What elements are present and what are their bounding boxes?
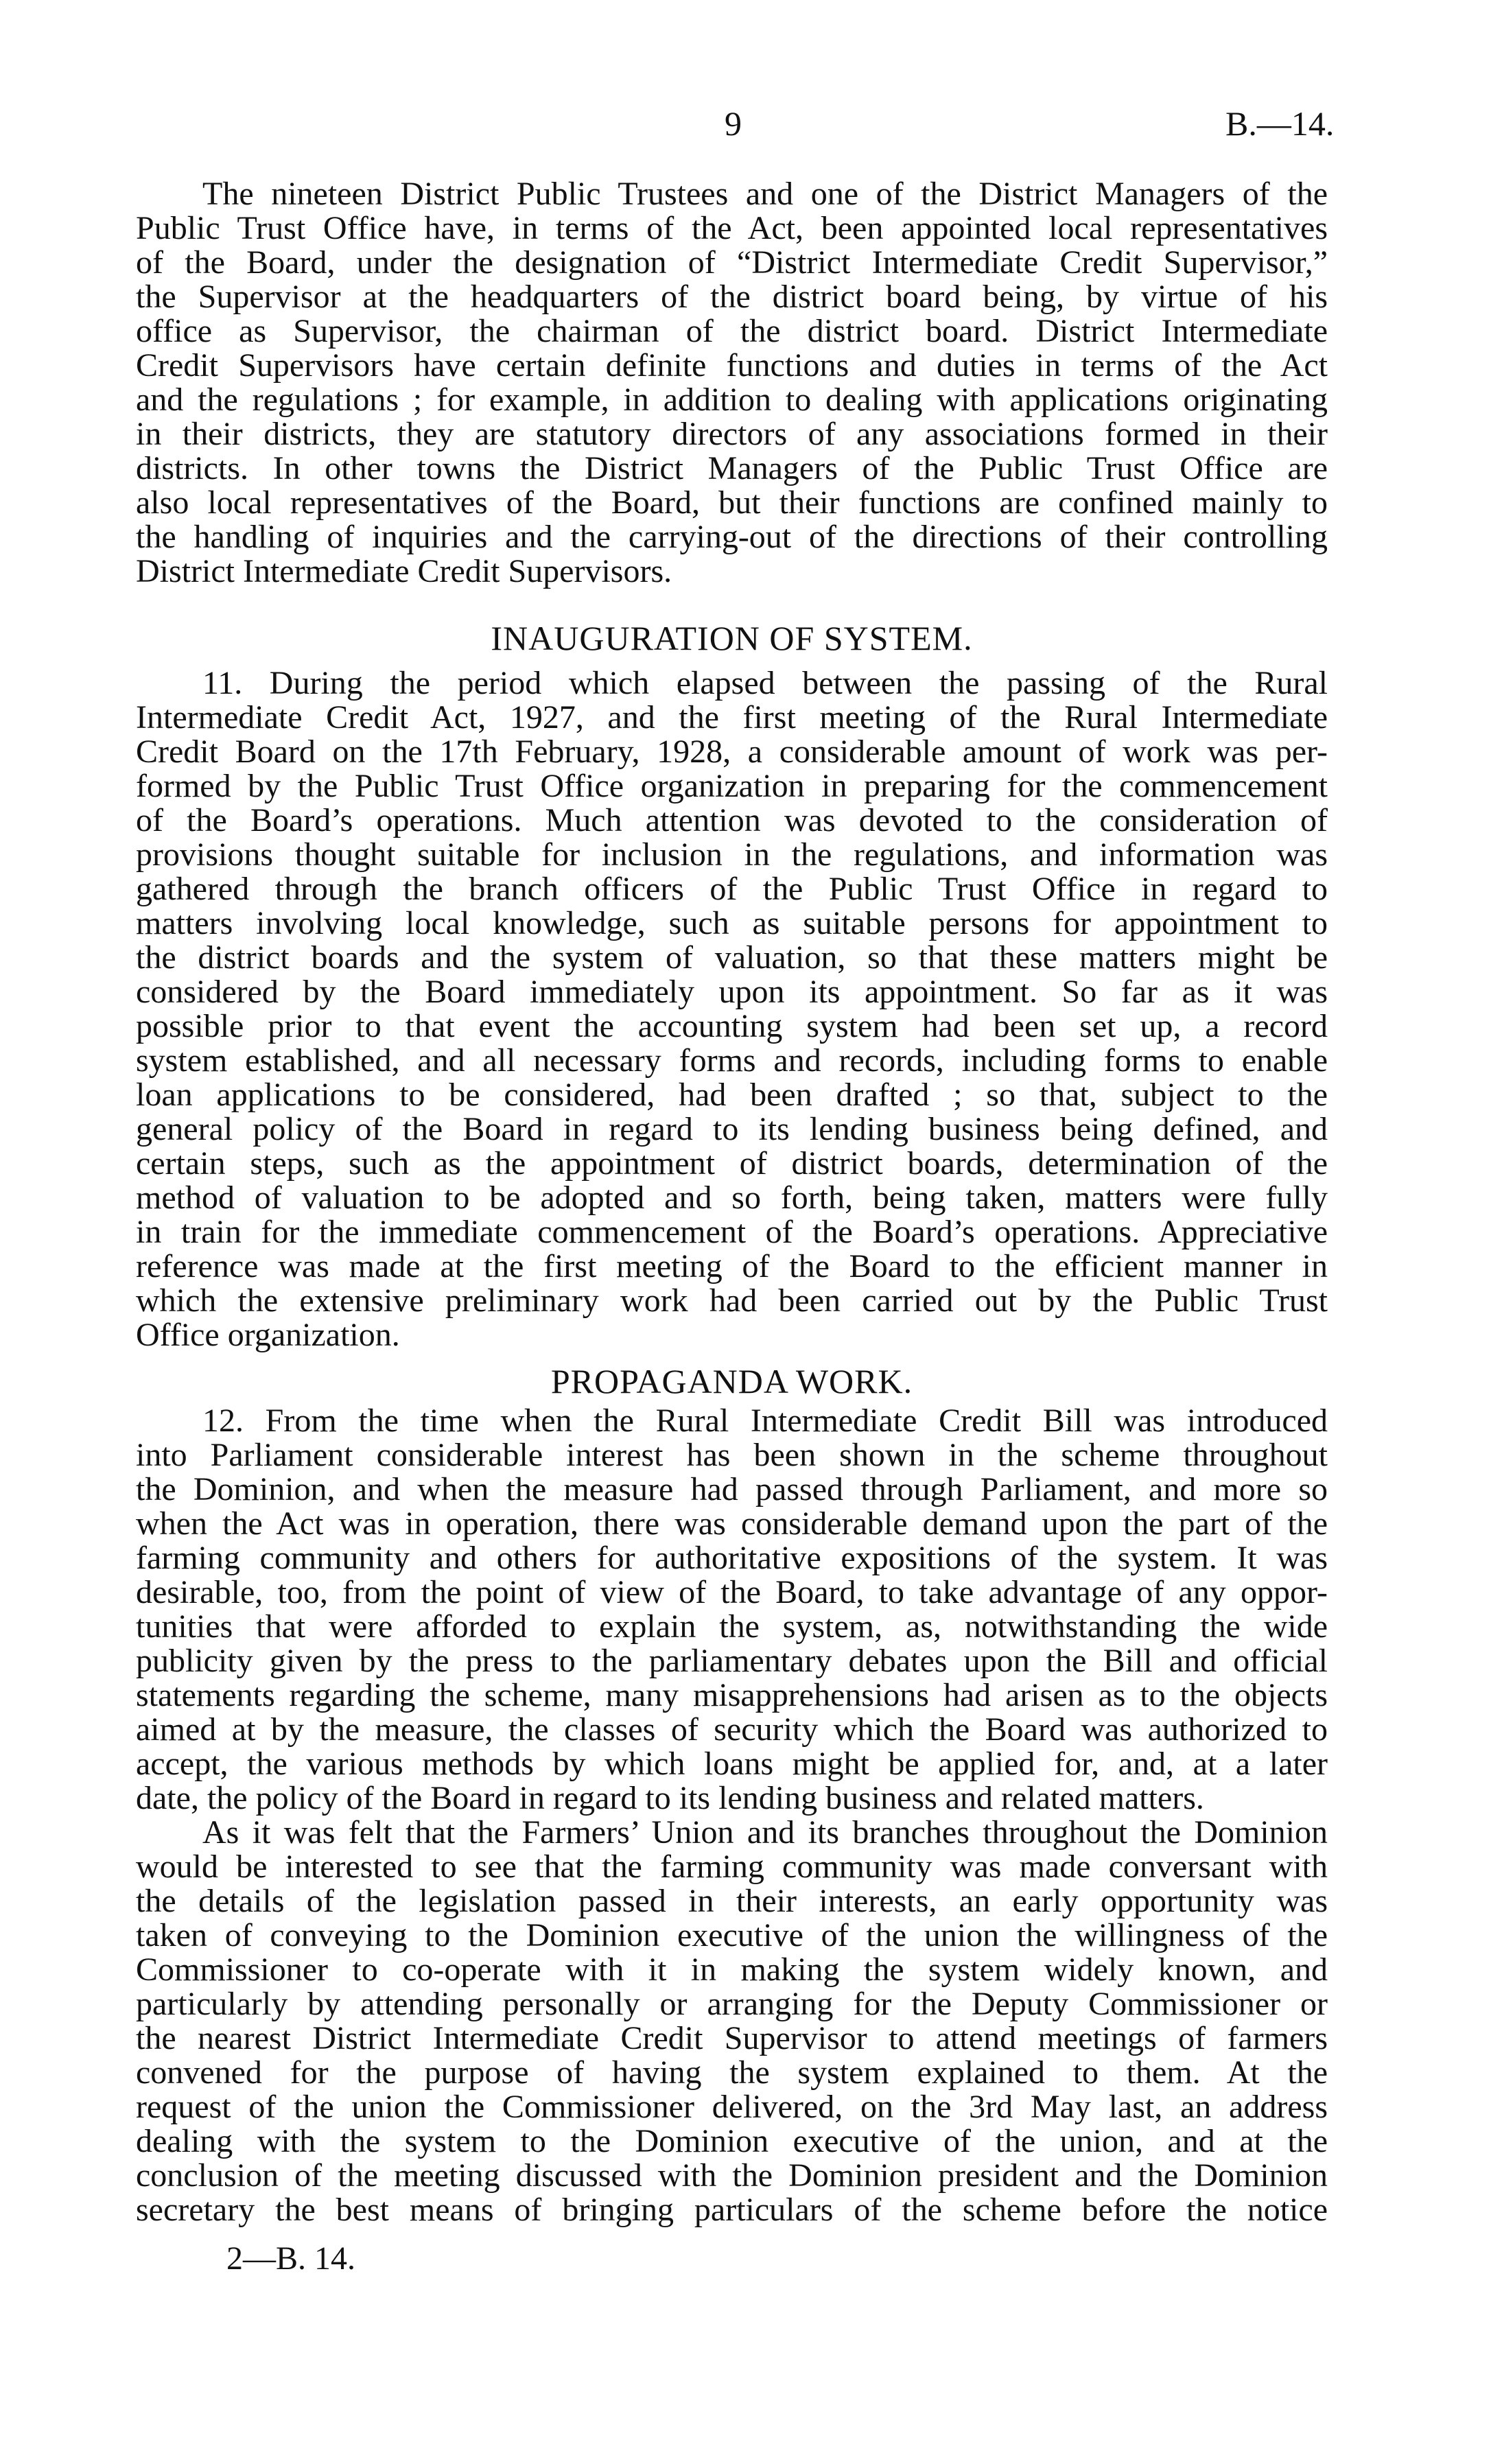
text-line: gathered through the branch officers of the Public Trust Office in regard to — [136, 871, 1328, 907]
text-line: 12. From the time when the Rural Intermediate Credit Bill was introduced — [202, 1403, 1328, 1439]
text-line: 11. During the period which elapsed between the passing of the Rural — [202, 665, 1328, 701]
text-line: districts. In other towns the District Managers of the Public Trust Office are — [136, 450, 1328, 486]
text-line: convened for the purpose of having the system explained to them. At the — [136, 2054, 1328, 2091]
text-line: system established, and all necessary forms and records, including forms to enable — [136, 1042, 1328, 1079]
paragraph-12 — [136, 1404, 1328, 1816]
text-line: office as Supervisor, the chairman of the district board. District Intermediate — [136, 313, 1328, 349]
paragraph-intro — [136, 177, 1328, 589]
text-line: when the Act was in operation, there was considerable demand upon the part of the — [136, 1505, 1328, 1542]
text-line: taken of conveying to the Dominion executive of the union the willingness of the — [136, 1917, 1328, 1953]
text-line: statements regarding the scheme, many misapprehensions had arisen as to the objects — [136, 1677, 1328, 1713]
text-line: of the Board, under the designation of “District Intermediate Credit Supervisor,” — [136, 244, 1328, 281]
text-line: Public Trust Office have, in terms of the Act, been appointed local representatives — [136, 210, 1328, 246]
text-line: of the Board’s operations. Much attention was devoted to the consideration of — [136, 802, 1328, 838]
text-line: provisions thought suitable for inclusion in the regulations, and information was — [136, 836, 1328, 873]
text-line: conclusion of the meeting discussed with the Dominion president and the Dominion — [136, 2157, 1328, 2194]
text-line: aimed at by the measure, the classes of security which the Board was authorized to — [136, 1711, 1328, 1748]
signature-mark: 2—B. 14. — [226, 2240, 356, 2277]
text-line: Commissioner to co-operate with it in making the system widely known, and — [136, 1951, 1328, 1988]
text-line: As it was felt that the Farmers’ Union and its branches throughout the Dominion — [202, 1814, 1328, 1851]
text-line: the Dominion, and when the measure had passed through Parliament, and more so — [136, 1471, 1328, 1507]
paragraph-farmers-union — [136, 1816, 1328, 2227]
text-line: secretary the best means of bringing particulars of the scheme before the notice — [136, 2192, 1328, 2228]
text-line: dealing with the system to the Dominion executive of the union, and at the — [136, 2123, 1328, 2159]
text-line: request of the union the Commissioner delivered, on the 3rd May last, an address — [136, 2089, 1328, 2125]
text-line: general policy of the Board in regard to its lending business being defined, and — [136, 1111, 1328, 1147]
heading-inauguration: INAUGURATION OF SYSTEM. — [491, 619, 973, 657]
text-line: possible prior to that event the accounting system had been set up, a record — [136, 1008, 1328, 1044]
text-line: matters involving local knowledge, such as suitable persons for appointment to — [136, 905, 1328, 941]
text-line: Office organization. — [136, 1317, 400, 1353]
text-line: the handling of inquiries and the carrying-out of the directions of their controlling — [136, 519, 1328, 555]
text-line: loan applications to be considered, had been drafted ; so that, subject to the — [136, 1077, 1328, 1113]
text-line: would be interested to see that the farming community was made conversant with — [136, 1849, 1328, 1885]
text-line: The nineteen District Public Trustees and one of the District Managers of the — [202, 176, 1328, 212]
text-line: the district boards and the system of valuation, so that these matters might be — [136, 939, 1328, 976]
text-line: method of valuation to be adopted and so forth, being taken, matters were fully — [136, 1180, 1328, 1216]
page-number: 9 — [725, 104, 742, 143]
text-line: District Intermediate Credit Supervisors. — [136, 553, 672, 589]
text-line: accept, the various methods by which loans might be applied for, and, at a later — [136, 1746, 1328, 1782]
text-line: formed by the Public Trust Office organization in preparing for the commencement — [136, 768, 1328, 804]
text-line: in their districts, they are statutory directors of any associations formed in their — [136, 416, 1328, 452]
text-line: reference was made at the first meeting of the Board to the efficient manner in — [136, 1248, 1328, 1284]
text-line: and the regulations ; for example, in addition to dealing with applications originating — [136, 382, 1328, 418]
text-line: which the extensive preliminary work had been carried out by the Public Trust — [136, 1282, 1328, 1319]
text-line: farming community and others for authoritative expositions of the system. It was — [136, 1540, 1328, 1576]
text-line: the details of the legislation passed in their interests, an early opportunity was — [136, 1883, 1328, 1919]
text-line: also local representatives of the Board, but their functions are confined mainly to — [136, 484, 1328, 521]
heading-propaganda: PROPAGANDA WORK. — [550, 1362, 913, 1400]
text-line: tunities that were afforded to explain the system, as, notwithstanding the wide — [136, 1608, 1328, 1645]
text-line: the nearest District Intermediate Credit Supervisor to attend meetings of farmers — [136, 2020, 1328, 2056]
text-line: particularly by attending personally or arranging for the Deputy Commissioner or — [136, 1986, 1328, 2022]
text-line: publicity given by the press to the parliamentary debates upon the Bill and official — [136, 1643, 1328, 1679]
text-line: into Parliament considerable interest has been shown in the scheme throughout — [136, 1437, 1328, 1473]
text-line: in train for the immediate commencement of the Board’s operations. Appreciative — [136, 1214, 1328, 1250]
document-reference: B.—14. — [1225, 104, 1335, 143]
text-line: Credit Supervisors have certain definite functions and duties in terms of the Act — [136, 347, 1328, 384]
text-line: desirable, too, from the point of view of the Board, to take advantage of any oppor- — [136, 1574, 1328, 1610]
text-line: considered by the Board immediately upon its appointment. So far as it was — [136, 974, 1328, 1010]
text-line: Intermediate Credit Act, 1927, and the first meeting of the Rural Intermediate — [136, 699, 1328, 736]
text-line: certain steps, such as the appointment of district boards, determination of the — [136, 1145, 1328, 1182]
text-line: date, the policy of the Board in regard to its lending business and related matters. — [136, 1780, 1204, 1816]
paragraph-11 — [136, 666, 1328, 1352]
text-line: the Supervisor at the headquarters of the district board being, by virtue of his — [136, 279, 1328, 315]
text-line: Credit Board on the 17th February, 1928, a considerable amount of work was per- — [136, 734, 1328, 770]
